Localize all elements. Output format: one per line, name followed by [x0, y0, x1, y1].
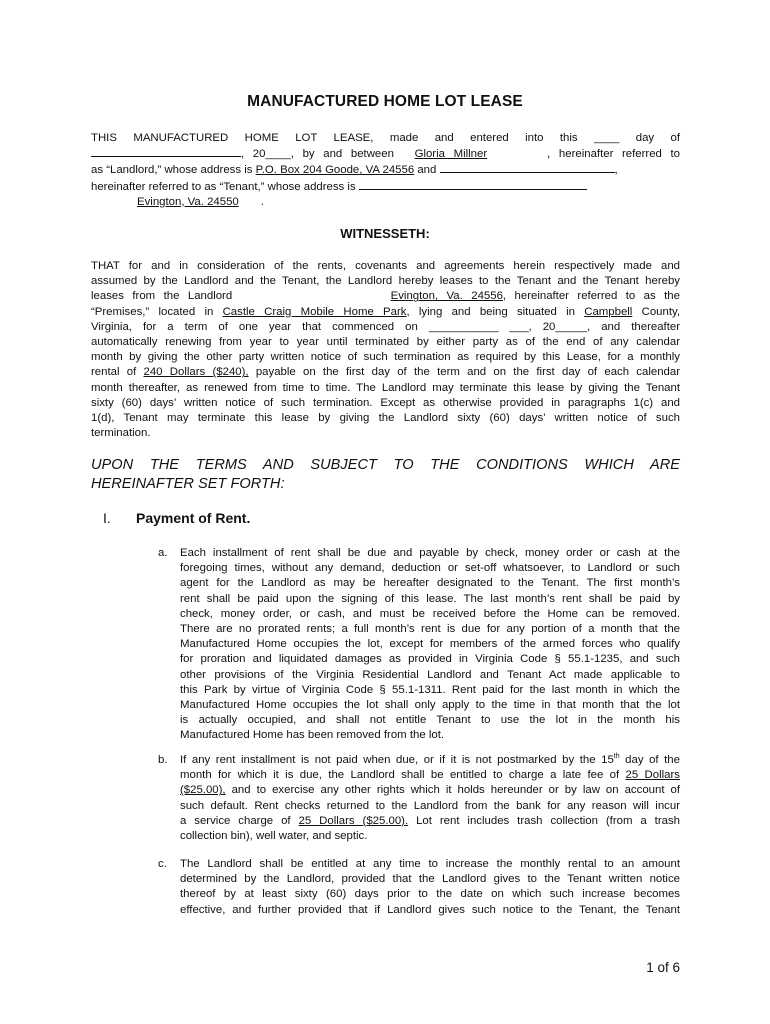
clause-a-line: Manufactured Home occupies the lot shall only apply to the time in that month that the lot — [180, 699, 680, 712]
clause-b-line-4: such default. Rent checks returned to the Landlord from the bank for any reason will incur — [180, 799, 680, 812]
clause-letter: b. — [158, 754, 168, 766]
monthly-rent: 240 Dollars ($240), — [143, 366, 249, 379]
intro-line-3: as “Landlord,” whose address is P.O. Box 204 Goode, VA 24556 and , — [91, 164, 618, 177]
clause-b-line-3: ($25.00), and to exercise any other rights which it holds hereunder or by law on account of — [180, 784, 680, 797]
that-line-8: rental of 240 Dollars ($240), payable on the first day of the term and on the first day of each calendar — [91, 366, 681, 379]
that-line-1: THAT for and in consideration of the rents, covenants and agreements herein respectively made and — [91, 260, 680, 272]
that-line-6: automatically renewing from year to year until terminated by either party as of the end of any calendar — [91, 336, 680, 349]
intro-line-5: Evington, Va. 24550 . — [91, 195, 680, 210]
clause-a-line: Manufactured Home has been removed from the lot. — [180, 729, 445, 742]
that-line-7: month by giving the other party written notice of such termination as required by this Lease, for a monthly — [91, 351, 680, 364]
that-line-3: leases from the Landlord Evington, Va. 24556, hereinafter referred to as the — [91, 290, 680, 303]
that-paragraph — [91, 259, 680, 441]
clause-a-line: for proration and liquidated damages as provided in Virginia Code § 55.1-1235, and such — [180, 653, 680, 666]
clause-c-line: thereof by at least sixty (60) days prior to the date on which such increase becomes — [180, 888, 680, 901]
clause-b-line-6: collection bin), well water, and septic. — [180, 830, 368, 843]
late-fee-amount: 25 Dollars — [625, 769, 680, 782]
clause-b-body — [180, 753, 680, 844]
tenant-city: Evington, Va. 24550 — [137, 195, 239, 208]
clause-letter: a. — [158, 547, 168, 559]
section-number: I. — [103, 510, 111, 526]
date-blank — [91, 146, 241, 157]
clause-a-line: other provisions of the Virginia Residential Landlord and Tenant Act made applicable to — [180, 668, 680, 681]
clause-b-line-2: month for which it is due, the Landlord shall be entitled to charge a late fee of 25 Dollars — [180, 769, 680, 782]
intro-paragraph — [91, 131, 680, 210]
clause-a-body — [180, 546, 680, 744]
clause-c-line: determined by the Landlord, provided that the Landlord gives to the Tenant written notice — [180, 873, 680, 886]
clause-a-line: check, money order, or cash, and must be received before the Home can be removed. — [180, 607, 680, 620]
landlord-name: Gloria Millner — [414, 148, 488, 161]
tenant-name-blank — [440, 162, 615, 173]
clause-a-line: this Park by virtue of Virginia Code § 55.1-1311. Rent paid for the last month in which the — [180, 683, 680, 696]
clause-c-line: The Landlord shall be entitled at any time to increase the monthly rental to an amount — [180, 858, 680, 870]
intro-line-2: , 20____, by and between Gloria Millner , hereinafter referred to — [91, 146, 680, 162]
late-fee-figure: ($25.00), — [180, 784, 226, 797]
upon-terms-heading — [91, 456, 680, 494]
intro-line-4: hereinafter referred to as “Tenant,” whose address is — [91, 179, 680, 195]
premises-city: Evington, Va. 24556 — [390, 290, 503, 303]
clause-letter: c. — [158, 858, 167, 870]
clause-a-line: is actually occupied, and shall not entitle Tenant to use the lot in the month his — [180, 714, 680, 727]
that-line-4: “Premises,” located in Castle Craig Mobile Home Park, lying and being situated in Campbell County, — [91, 305, 681, 318]
that-line-2: assumed by the Landlord and the Tenant, the Landlord hereby leases to the Tenant and the Tenant hereby — [91, 275, 680, 288]
service-charge-amount: 25 Dollars ($25.00). — [298, 814, 409, 827]
landlord-address: P.O. Box 204 Goode, VA 24556 — [255, 164, 415, 177]
upon-line-1: UPON THE TERMS AND SUBJECT TO THE CONDITIONS WHICH ARE — [91, 457, 680, 473]
clause-a-line: agent for the Landlord as may be hereafter designated to the Tenant. The first month’s — [180, 577, 680, 590]
section-title: Payment of Rent. — [136, 510, 251, 526]
clause-a-line: Manufactured Home occupies the lot, except for members of the armed forces who qualify — [180, 638, 680, 651]
that-line-5: Virginia, for a term of one year that commenced on ___________ ___, 20_____, and thereafter — [91, 320, 680, 333]
clause-c-line: effective, and further provided that if Landlord gives such notice to the Tenant, the Tenant — [180, 903, 680, 916]
that-line-9: month thereafter, as renewed from time to time. The Landlord may terminate this lease by giving the Tenant — [91, 381, 680, 394]
county-name: Campbell — [584, 305, 633, 318]
that-line-10: sixty (60) days’ written notice of such termination. Except as otherwise provided in paragraphs 1(c) and — [91, 396, 680, 409]
clause-b-line-1: If any rent installment is not paid when due, or if it is not postmarked by the 15th day of the — [180, 753, 680, 766]
upon-line-2: HEREINAFTER SET FORTH: — [91, 476, 285, 492]
intro-line-1: THIS MANUFACTURED HOME LOT LEASE, made and entered into this ____ day of — [91, 132, 680, 144]
clause-a-line: There are no prorated rents; a full month’s rent is due for any portion of a month that the — [180, 623, 680, 636]
clause-a-line: Each installment of rent shall be due and payable by check, money order or cash at the — [180, 547, 680, 559]
clause-a-line: foregoing times, without any demand, deduction or set-off whatsoever, to Landlord or such — [180, 562, 680, 575]
document-title: MANUFACTURED HOME LOT LEASE — [247, 93, 523, 110]
park-name: Castle Craig Mobile Home Park — [222, 305, 407, 318]
that-line-11: 1(d), Tenant may terminate this lease by giving the Landlord sixty (60) days’ written notice of such — [91, 412, 680, 425]
witnesseth-heading: WITNESSETH: — [340, 226, 430, 241]
that-line-12: termination. — [91, 427, 151, 440]
clause-b-line-5: a service charge of 25 Dollars ($25.00). Lot rent includes trash collection (from a trash — [180, 814, 680, 827]
section-heading-payment — [103, 510, 250, 526]
tenant-address-blank — [359, 179, 587, 190]
page-number: 1 of 6 — [646, 960, 680, 975]
clause-a-line: rent shall be paid upon the signing of this lease. The last month’s rent shall be paid by — [180, 592, 680, 605]
clause-c-body — [180, 857, 680, 918]
